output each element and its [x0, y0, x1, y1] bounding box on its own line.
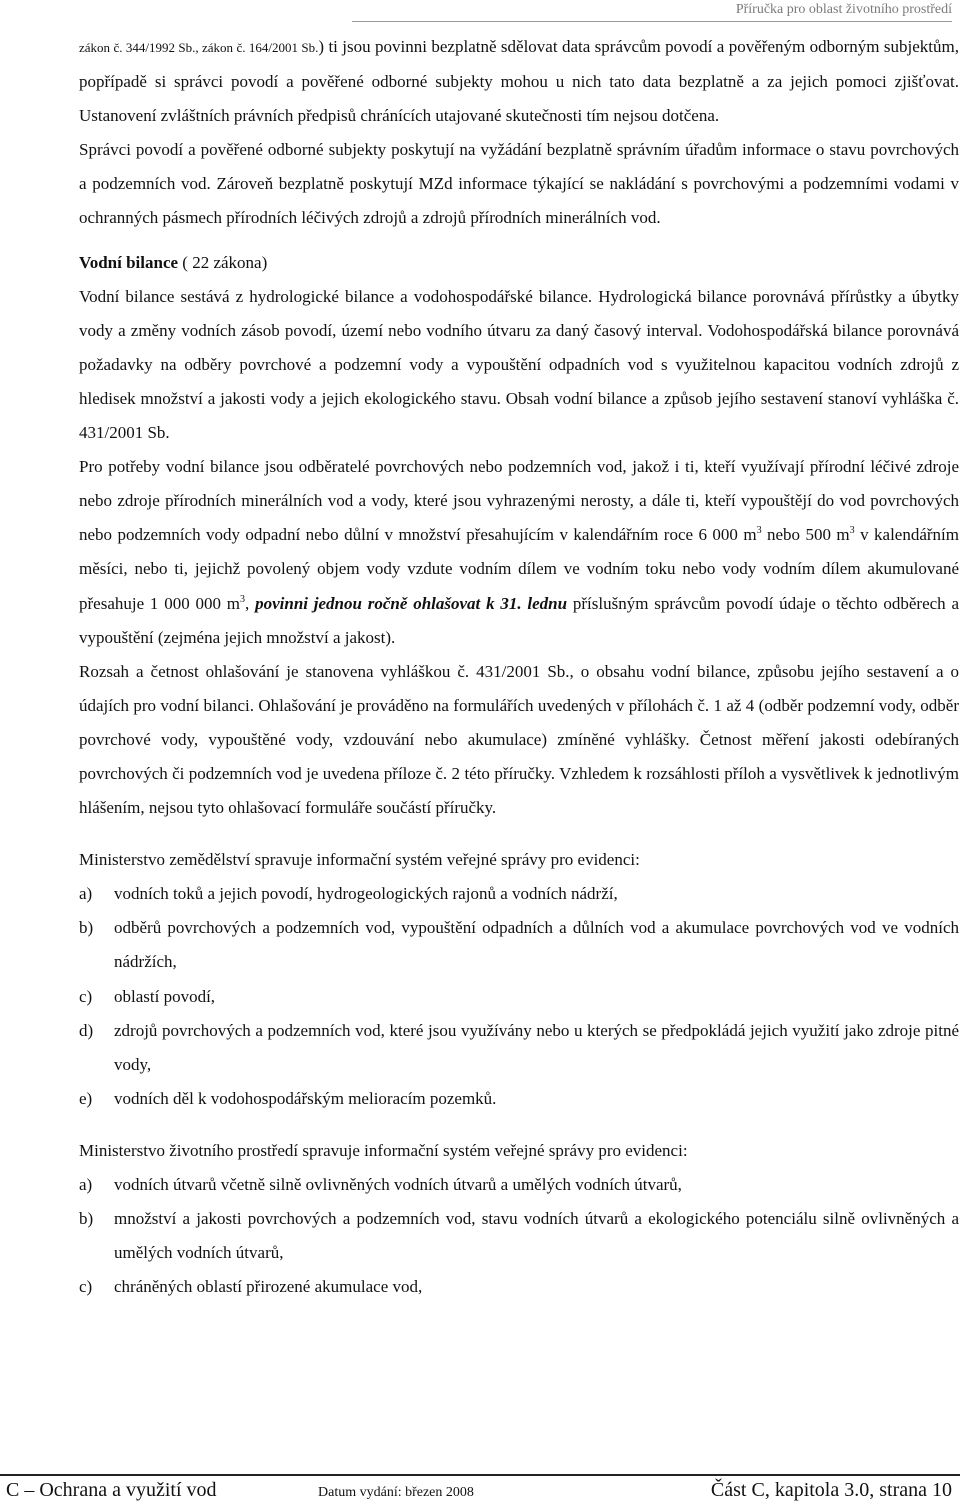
- list-item-text: vodních toků a jejich povodí, hydrogeologických rajonů a vodních nádrží,: [114, 884, 618, 904]
- paragraph-reporting-scope: Rozsah a četnost ohlašování je stanovena vyhláškou č. 431/2001 Sb., o obsahu vodní bilance, způsobu jejího sestavení a o údajích pro vodní bilanci. Ohlašování je prováděno na formulářích uvedených v přílohách č. 1 až 4 (odběr podzemní vody, odběr povrchové vody, vypouštěné vody, vzdouvání nebo akumulace) zmíněné vyhlášky. Četnost měření jakosti odebíraných povrchových či podzemních vod je uvedena příloze č. 2 této příručky. Vzhledem k rozsáhlosti příloh a vysvětlivek k jednotlivým hlášením, nejsou tyto ohlašovací formuláře součástí příručky.: [79, 661, 959, 818]
- text-run: nebo 500 m: [761, 525, 850, 545]
- text-run: ,: [245, 593, 256, 613]
- emphasis: povinni jednou ročně ohlašovat k 31. lednu: [255, 593, 568, 613]
- list-item: [79, 1014, 959, 1082]
- footer-issue-date: Datum vydání: březen 2008: [318, 1485, 474, 1500]
- list-item: [79, 1168, 959, 1202]
- superscript: 3: [849, 525, 855, 537]
- list-item-text: množství a jakosti povrchových a podzemních vod, stavu vodních útvarů a ekologického potenciálu silně ovlivněných a umělých vodních útvarů,: [114, 1209, 959, 1263]
- list-item: [79, 877, 959, 911]
- list-item-text: oblastí povodí,: [114, 986, 216, 1006]
- list-item-text: vodních útvarů včetně silně ovlivněných vodních útvarů a umělých vodních útvarů,: [114, 1175, 682, 1194]
- list-item: [79, 1082, 959, 1116]
- page-content: [79, 30, 959, 1304]
- list-item-label: c): [79, 986, 93, 1006]
- text-run: Pro potřeby vodní bilance jsou odběratelé povrchových nebo podzemních vod, jakož i ti, kteří využívají přírodní léčivé zdroje nebo zdroje přírodních minerálních vod a vody, které jsou vyhrazenými nerosty, a dále ti, kteří vypouštějí do vod povrchových nebo podzemních vody odpadní nebo důlní v množství přesahujícím v kalendářním roce 6 000 m: [79, 457, 959, 545]
- superscript: 3: [240, 593, 246, 605]
- list-item-label: a): [79, 1175, 93, 1194]
- paragraph-information-provision: Správci povodí a pověřené odborné subjekty poskytují na vyžádání bezplatně správním úřadům informace o stavu povrchových a podzemních vod. Zároveň bezplatně poskytují MZd informace týkající se nakládání s povrchovými a podzemními vodami v ochranných pásmech přírodních léčivých zdrojů a zdrojů přírodních minerálních vod.: [79, 140, 959, 228]
- list-item: [79, 1270, 959, 1304]
- footer-chapter: C – Ochrana a využití vod: [6, 1479, 217, 1501]
- list-item: [79, 1202, 959, 1270]
- list-item-text: odběrů povrchových a podzemních vod, vypouštění odpadních a důlních vod a akumulace povrchových vod ve vodních nádržích,: [114, 918, 959, 972]
- paragraph-text: ) ti jsou povinni bezplatně sdělovat data správcům povodí a pověřeným odborným subjektům, popřípadě si správci povodí a pověřené odborné subjekty mohou u nich tato data bezplatně a za jejich pomoci zjišťovat. Ustanovení zvláštních právních předpisů chránících utajované skutečnosti tím nejsou dotčena.: [79, 37, 959, 126]
- text-run: v kalendářním měsíci, nebo ti, jejichž povolený objem vody vzdute vodním dílem ve vodním toku nebo vody vodním dílem akumulované přesahuje 1 000 000 m: [79, 525, 959, 613]
- paragraph-data-sharing: [79, 30, 959, 133]
- list-item: [79, 911, 959, 979]
- list-item-label: b): [79, 1209, 94, 1229]
- mzp-intro: Ministerstvo životního prostředí spravuje informační systém veřejné správy pro evidenci:: [79, 1140, 688, 1160]
- section-reference: ( 22 zákona): [178, 252, 268, 272]
- paragraph-reporting-duty: [79, 450, 959, 655]
- list-item-label: c): [79, 1277, 93, 1297]
- footer-page-number: Část C, kapitola 3.0, strana 10: [710, 1479, 952, 1501]
- list-item-text: zdrojů povrchových a podzemních vod, které jsou využívány nebo u kterých se předpokládá jejich využití jako zdroje pitné vody,: [114, 1020, 959, 1074]
- mze-intro: Ministerstvo zemědělství spravuje informační systém veřejné správy pro evidenci:: [79, 850, 640, 870]
- text-run: příslušným správcům povodí údaje o těchto odběrech a vypouštění (zejména jejich množství a jakost).: [79, 593, 960, 647]
- list-item: [79, 980, 959, 1014]
- list-item-label: a): [79, 884, 93, 904]
- list-item-text: vodních děl k vodohospodářským melioracím pozemků.: [114, 1088, 497, 1108]
- section-heading: [79, 246, 959, 280]
- list-item-label: e): [79, 1088, 93, 1108]
- mzp-list: [79, 1168, 959, 1304]
- page-footer: [0, 1474, 960, 1506]
- paragraph-water-balance: Vodní bilance sestává z hydrologické bilance a vodohospodářské bilance. Hydrologická bilance porovnává přírůstky a úbytky vody a změny vodních zásob povodí, území nebo vodního útvaru za daný časový interval. Vodohospodářská bilance porovnává požadavky na odběry povrchové a podzemní vody a vypouštění odpadních vod s využitelnou kapacitou vodních zdrojů z hledisek množství a jakosti vody a jejich ekologického stavu. Obsah vodní bilance a způsob jejího sestavení stanoví vyhláška č. 431/2001 Sb.: [79, 286, 959, 443]
- mze-list: [79, 877, 959, 1116]
- list-item-label: d): [79, 1020, 94, 1040]
- list-item-text: chráněných oblastí přirozené akumulace vod,: [114, 1277, 423, 1297]
- section-title: Vodní bilance: [79, 252, 179, 272]
- law-reference: zákon č. 344/1992 Sb., zákon č. 164/2001 Sb.: [79, 40, 319, 55]
- running-header: Příručka pro oblast životního prostředí: [352, 0, 952, 22]
- list-item-label: b): [79, 918, 94, 938]
- superscript: 3: [756, 525, 762, 537]
